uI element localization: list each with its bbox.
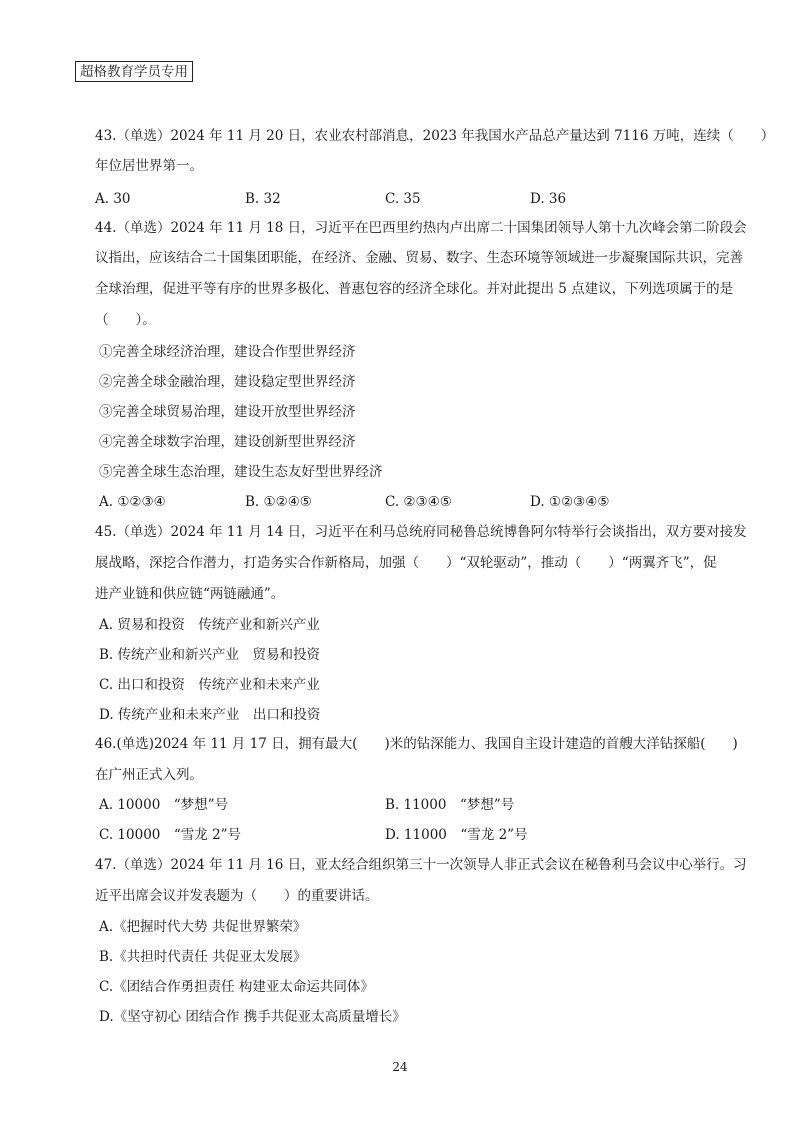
question-47-line-2: 近平出席会议并发表题为（ ）的重要讲话。 [95,888,379,904]
question-44-item-3: ③完善全球贸易治理，建设开放型世界经济 [99,404,356,420]
question-43-option-d: D. 36 [530,191,567,207]
question-45-option-c: C. 出口和投资 传统产业和未来产业 [99,677,320,693]
question-44-line-1: 44.（单选）2024 年 11 月 18 日，习近平在巴西里约热内卢出席二十国集团领导人第十九次峰会第二阶段会 [95,220,747,236]
question-44-option-c: C. ②③④⑤ [385,494,452,510]
question-44-item-2: ②完善全球金融治理，建设稳定型世界经济 [99,374,356,390]
question-44-option-d: D. ①②③④⑤ [530,494,610,510]
question-44-line-3: 全球治理，促进平等有序的世界多极化、普惠包容的经济全球化。并对此提出 5 点建议，下列选项属于的是 [95,281,734,297]
question-44-option-b: B. ①②④⑤ [245,494,312,510]
question-44-option-a: A. ①②③④ [99,494,166,510]
question-45-line-3: 进产业链和供应链“两链融通”。 [95,586,285,602]
question-44-item-4: ④完善全球数字治理，建设创新型世界经济 [99,434,356,450]
question-43-option-b: B. 32 [245,191,281,207]
question-43-option-a: A. 30 [95,191,131,207]
question-46-option-d: D. 11000 “雪龙 2”号 [385,827,528,843]
question-46-option-a: A. 10000 “梦想”号 [99,797,229,813]
question-46-option-c: C. 10000 “雪龙 2”号 [99,827,242,843]
question-46-line-1: 46.(单选)2024 年 11 月 17 日，拥有最大( )米的钻深能力、我国自主设计建造的首艘大洋钻探船( ) [95,736,738,752]
question-45-option-b: B. 传统产业和新兴产业 贸易和投资 [99,647,321,663]
question-44-item-1: ①完善全球经济治理，建设合作型世界经济 [99,344,356,360]
question-46-option-b: B. 11000 “梦想”号 [385,797,515,813]
question-43-line-1: 43.（单选）2024 年 11 月 20 日，农业农村部消息，2023 年我国水产品总产量达到 7116 万吨，连续（ ） [95,128,775,144]
question-43-option-c: C. 35 [385,191,421,207]
question-45-option-a: A. 贸易和投资 传统产业和新兴产业 [99,617,320,633]
question-47-option-d: D.《坚守初心 团结合作 携手共促亚太高质量增长》 [99,1009,406,1025]
question-44-item-5: ⑤完善全球生态治理，建设生态友好型世界经济 [99,464,383,480]
question-47-option-c: C.《团结合作勇担责任 构建亚太命运共同体》 [99,979,374,995]
question-44-line-4: （ ）。 [95,312,156,328]
question-44-line-2: 议指出，应该结合二十国集团职能，在经济、金融、贸易、数字、生态环境等领域进一步凝聚国际共识，完善 [95,250,743,266]
question-47-option-b: B.《共担时代责任 共促亚太发展》 [99,949,307,965]
header-label: 超格教育学员专用 [75,61,193,82]
question-45-option-d: D. 传统产业和未来产业 出口和投资 [99,707,321,723]
question-46-line-2: 在广州正式入列。 [95,767,203,783]
question-47-option-a: A.《把握时代大势 共促世界繁荣》 [99,919,307,935]
question-43-line-2: 年位居世界第一。 [95,158,203,174]
question-45-line-2: 展战略，深挖合作潜力，打造务实合作新格局，加强（ ）“双轮驱动”，推动（ ）“两翼齐飞”，促 [95,555,717,571]
question-47-line-1: 47.（单选）2024 年 11 月 16 日，亚太经合组织第三十一次领导人非正式会议在秘鲁利马会议中心举行。习 [95,857,747,873]
question-45-line-1: 45.（单选）2024 年 11 月 14 日，习近平在利马总统府同秘鲁总统博鲁阿尔特举行会谈指出，双方要对接发 [95,524,747,540]
page-number: 24 [392,1060,408,1074]
